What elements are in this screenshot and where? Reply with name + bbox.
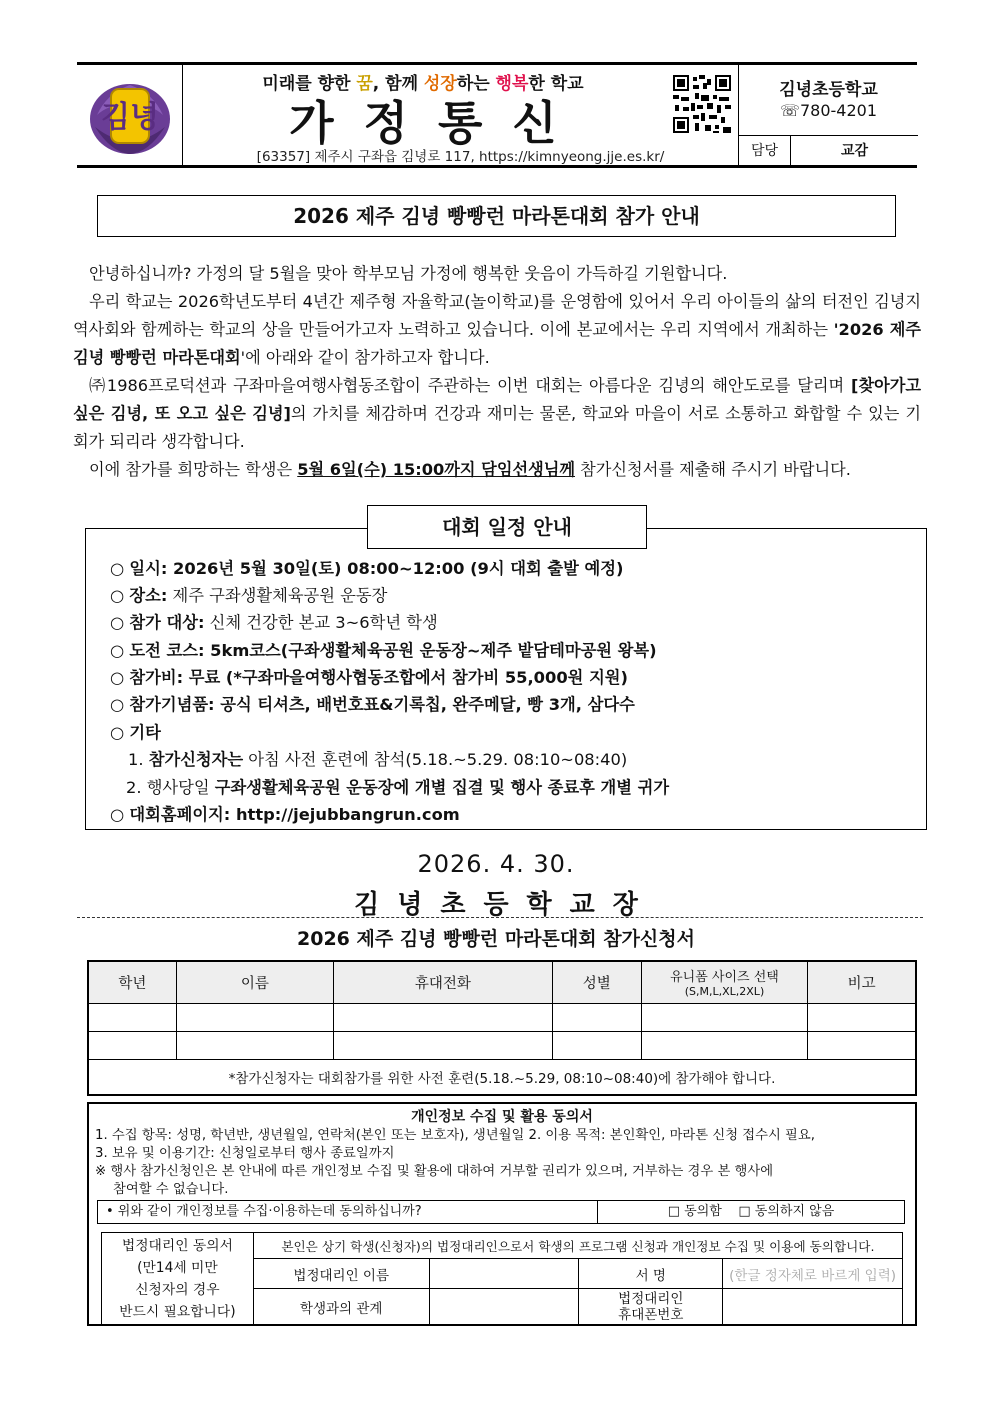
- grade-input[interactable]: [88, 1003, 176, 1031]
- consent-line-3: ※ 행사 참가신청인은 본 안내에 따른 개인정보 수집 및 활용에 대하여 거부할 권리가 있으며, 거부하는 경우 본 행사에: [95, 1164, 774, 1179]
- disagree-checkbox[interactable]: □ 동의하지 않음: [738, 1204, 835, 1219]
- uniform-input[interactable]: [641, 1003, 807, 1031]
- remark-input[interactable]: [808, 1003, 916, 1031]
- agree-row: [97, 1200, 905, 1224]
- relation-input[interactable]: [429, 1289, 579, 1325]
- table-header-row: [88, 961, 916, 1003]
- schedule-fee: ○ 참가비: 무료 (*구좌마을여행사협동조합에서 참가비 55,000원 지원): [110, 668, 628, 687]
- schedule-date: ○ 일시: 2026년 5월 30일(토) 08:00~12:00 (9시 대회 출발 예정): [110, 559, 624, 578]
- schedule-gift: ○ 참가기념품: 공식 티셔츠, 배번호표&기록칩, 완주메달, 빵 3개, 삼다수: [110, 695, 635, 714]
- cut-line: [77, 917, 923, 918]
- issue-date: 2026. 4. 30.: [417, 850, 575, 878]
- application-table: [87, 960, 917, 1096]
- school-logo-icon: [87, 75, 173, 157]
- header-right: [738, 65, 917, 165]
- principal-signature: 김녕초등학교장: [354, 890, 656, 920]
- schedule-title: 대회 일정 안내: [367, 505, 647, 549]
- training-note: *참가신청자는 대회참가를 위한 사전 훈련(5.18.~5.29, 08:10~08:40)에 참가해야 합니다.: [88, 1059, 916, 1095]
- grade-input[interactable]: [88, 1031, 176, 1059]
- consent-title: 개인정보 수집 및 활용 동의서: [411, 1109, 593, 1125]
- col-name: 이름: [176, 961, 333, 1003]
- col-gender: 성별: [552, 961, 641, 1003]
- guardian-statement: 본인은 상기 학생(신청자)의 법정대리인으로서 학생의 프로그램 신청과 개인정보 수집 및 이용에 동의합니다.: [253, 1233, 902, 1259]
- uniform-input[interactable]: [641, 1031, 807, 1059]
- col-remark: 비고: [808, 961, 916, 1003]
- relation-label: 학생과의 관계: [253, 1289, 429, 1325]
- signature-label: 서 명: [579, 1259, 723, 1289]
- school-phone: ☏780-4201: [779, 101, 878, 120]
- logo-cell: [77, 65, 183, 165]
- phone-input[interactable]: [334, 1003, 553, 1031]
- school-name: 김녕초등학교: [779, 80, 878, 100]
- schedule-place: ○ 장소: 제주 구좌생활체육공원 운동장: [110, 586, 388, 605]
- approval-role: 교감: [840, 143, 869, 159]
- table-row: [88, 1031, 916, 1059]
- guardian-name-label: 법정대리인 이름: [253, 1259, 429, 1289]
- homepage-link[interactable]: http://jejubbangrun.com: [235, 805, 460, 824]
- schedule-etc-2: 2. 행사당일 구좌생활체육공원 운동장에 개별 집결 및 행사 종료후 개별 귀가: [126, 778, 670, 797]
- form-title: 2026 제주 김녕 빵빵런 마라톤대회 참가신청서: [297, 928, 695, 950]
- guardian-phone-input[interactable]: [723, 1289, 903, 1325]
- notice-title: 2026 제주 김녕 빵빵런 마라톤대회 참가 안내: [97, 195, 896, 237]
- school-slogan: 미래를 향한 꿈, 함께 성장하는 행복한 학교: [262, 74, 584, 94]
- col-phone: 휴대전화: [334, 961, 553, 1003]
- gender-input[interactable]: [552, 1031, 641, 1059]
- guardian-table: [101, 1232, 903, 1325]
- gender-input[interactable]: [552, 1003, 641, 1031]
- guardian-phone-label: 법정대리인 휴대폰번호: [579, 1289, 723, 1325]
- consent-line-4: 참여할 수 없습니다.: [113, 1182, 229, 1197]
- agree-question: • 위와 같이 개인정보를 수집·이용하는데 동의하십니까?: [98, 1201, 598, 1223]
- agree-options: [598, 1201, 904, 1223]
- name-input[interactable]: [176, 1003, 333, 1031]
- event-paragraph: ㈜1986프로덕션과 구좌마을여행사협동조합이 주관하는 이번 대회는 아름다운 김녕의 해안도로를 달리며 [찾아가고 싶은 김녕, 또 오고 싶은 김녕]의 가치를 체감하며 건강과 재미는 물론, 학교와 마을이 서로 소통하고 화합할 수 있는 기회가 되리라 생각합니다.: [73, 376, 922, 451]
- col-grade: 학년: [88, 961, 176, 1003]
- schedule-course: ○ 도전 코스: 5km코스(구좌생활체육공원 운동장~제주 밭담테마공원 왕복): [110, 641, 657, 660]
- deadline-paragraph: 이에 참가를 희망하는 학생은 5월 6일(수) 15:00까지 담임선생님께 참가신청서를 제출해 주시기 바랍니다.: [89, 460, 851, 479]
- schedule-homepage: ○ 대회홈페이지: http://jejubbangrun.com: [110, 805, 460, 824]
- header-middle: [183, 65, 738, 165]
- phone-input[interactable]: [334, 1031, 553, 1059]
- greeting-paragraph: 안녕하십니까? 가정의 달 5월을 맞아 학부모님 가정에 행복한 웃음이 가득하길 기원합니다.: [89, 264, 728, 283]
- consent-line-1: 1. 수집 항목: 성명, 학년반, 생년월일, 연락처(본인 또는 보호자), 생년월일 2. 이용 목적: 본인확인, 마라톤 신청 접수시 필요,: [95, 1128, 815, 1143]
- col-uniform: 유니폼 사이즈 선택 (S,M,L,XL,2XL): [641, 961, 807, 1003]
- agree-checkbox[interactable]: □ 동의함: [667, 1204, 722, 1219]
- qr-code-icon[interactable]: [671, 73, 733, 135]
- svg-text:김녕: 김녕: [101, 100, 159, 135]
- school-address: [63357] 제주시 구좌읍 김녕로 117, https://kimnyeong.jje.es.kr/: [256, 149, 665, 165]
- deadline-text: 5월 6일(수) 15:00까지 담임선생님께: [297, 460, 575, 479]
- newsletter-title: 가정통신: [289, 96, 587, 150]
- remark-input[interactable]: [808, 1031, 916, 1059]
- name-input[interactable]: [176, 1031, 333, 1059]
- guardian-name-input[interactable]: [429, 1259, 579, 1289]
- consent-box: [87, 1102, 917, 1326]
- schedule-etc-1: 1. 참가신청자는 아침 사전 훈련에 참석(5.18.~5.29. 08:10~08:40): [128, 750, 628, 769]
- intro-paragraph: 우리 학교는 2026학년도부터 4년간 제주형 자율학교(놀이학교)를 운영함에 있어서 우리 아이들의 삶의 터전인 김녕지역사회와 함께하는 학교의 상을 만들어가고자 노력하고 있습니다. 이에 본교에서는 우리 지역에서 개최하는 '2026 제주 김녕 빵빵런 마라톤대회'에 아래와 같이 참가하고자 합니다.: [73, 292, 921, 367]
- guardian-label: 법정대리인 동의서 (만14세 미만 신청자의 경우 반드시 필요합니다): [102, 1233, 254, 1325]
- consent-line-2: 3. 보유 및 이용기간: 신청일로부터 행사 종료일까지: [95, 1146, 395, 1161]
- table-row: [88, 1003, 916, 1031]
- table-note-row: [88, 1059, 916, 1095]
- letter-header: [77, 62, 917, 168]
- approval-label: 담당: [739, 136, 791, 166]
- schedule-target: ○ 참가 대상: 신체 건강한 본교 3~6학년 학생: [110, 613, 438, 632]
- signature-input[interactable]: (한글 정자체로 바르게 입력): [723, 1259, 903, 1289]
- approval-box: [739, 135, 918, 165]
- schedule-etc: ○ 기타: [110, 723, 161, 742]
